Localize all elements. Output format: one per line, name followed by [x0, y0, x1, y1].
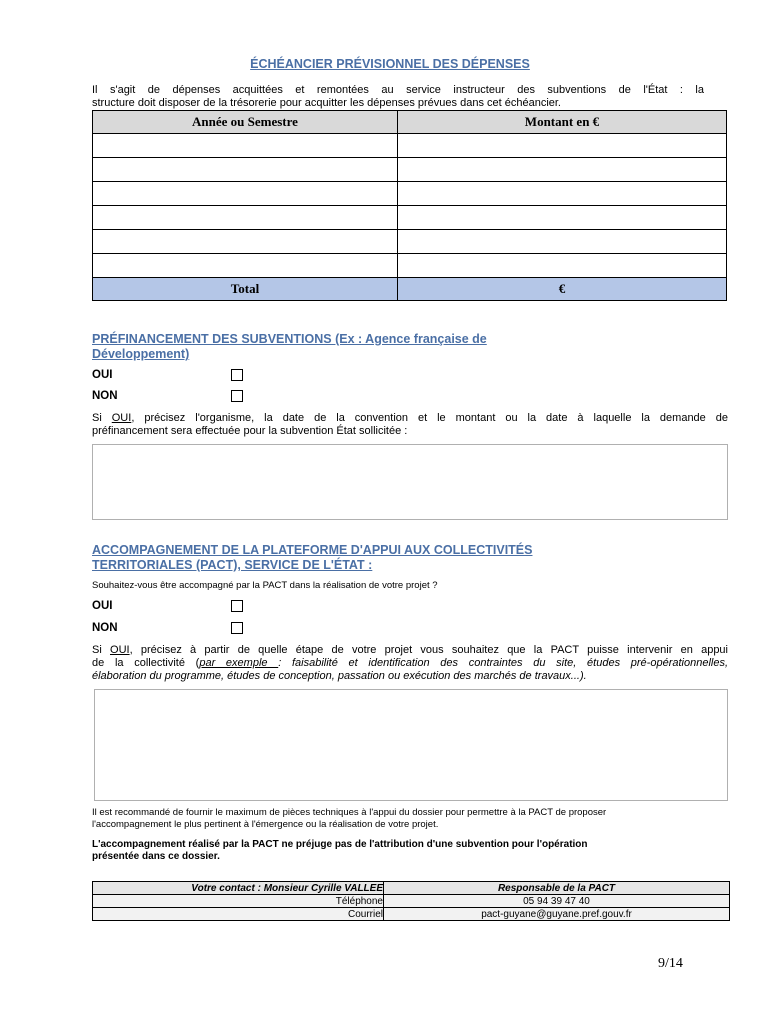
section-title-echeancier: ÉCHÉANCIER PRÉVISIONNEL DES DÉPENSES: [250, 57, 530, 71]
table-row: [93, 182, 727, 206]
disclaimer-text: [92, 839, 732, 863]
echeancier-intro: [92, 84, 704, 110]
intro-line-1: Il s'agit de dépenses acquittées et remontées au service instructeur des subventions de l'État : la: [92, 84, 704, 96]
section-title-prefinancement: [92, 332, 487, 362]
section-title-pact: [92, 543, 532, 573]
instr-start: de la collectivité (: [92, 657, 200, 669]
cell-annee[interactable]: [93, 134, 398, 158]
col-header-annee: Année ou Semestre: [93, 111, 398, 134]
oui-label: OUI: [92, 369, 113, 381]
echeancier-table: [92, 110, 727, 301]
oui-label: OUI: [92, 600, 113, 612]
total-value: €: [398, 278, 727, 301]
oui-checkbox[interactable]: [231, 600, 243, 612]
instr-example: par exemple: [199, 657, 279, 669]
table-row: [93, 134, 727, 158]
section-title-line-2: TERRITORIALES (PACT), SERVICE DE L'ÉTAT :: [92, 558, 373, 572]
instr-prefix: Si: [92, 644, 111, 656]
table-row: [93, 254, 727, 278]
prefinancement-instructions: [92, 412, 728, 438]
non-label: NON: [92, 622, 118, 634]
instr-rest: , précisez à partir de quelle étape de votre projet vous souhaitez que la PACT puisse intervenir en appui: [129, 644, 728, 656]
cell-montant[interactable]: [398, 182, 727, 206]
email-label: Courriel: [93, 908, 384, 921]
non-checkbox[interactable]: [231, 390, 243, 402]
instr-line-2: [92, 657, 728, 670]
pact-textarea[interactable]: [94, 689, 728, 801]
intro-line-2: structure doit disposer de la trésorerie pour acquitter les dépenses prévues dans cet échéancier.: [92, 97, 561, 109]
disclaimer-line-1: L'accompagnement réalisé par la PACT ne préjuge pas de l'attribution d'une subvention pour l'opération: [92, 839, 588, 850]
col-header-montant: Montant en €: [398, 111, 727, 134]
instr-prefix: Si: [92, 412, 112, 424]
phone-label: Téléphone: [93, 895, 384, 908]
cell-annee[interactable]: [93, 206, 398, 230]
non-checkbox[interactable]: [231, 622, 243, 634]
recommendation-text: [92, 807, 732, 831]
cell-montant[interactable]: [398, 134, 727, 158]
cell-montant[interactable]: [398, 158, 727, 182]
contact-header-left: Votre contact : Monsieur Cyrille VALLEE: [93, 882, 384, 895]
instr-rest: : faisabilité et identification des contraintes du site, études pré-opérationnelles,: [278, 657, 729, 669]
oui-checkbox[interactable]: [231, 369, 243, 381]
page-number: 9/14: [658, 956, 683, 971]
table-row: [93, 230, 727, 254]
cell-montant[interactable]: [398, 230, 727, 254]
cell-montant[interactable]: [398, 254, 727, 278]
section-title-line-2: Développement): [92, 347, 190, 361]
instr-line-1: [92, 644, 728, 657]
instr-line-1: [92, 412, 728, 425]
table-row: [93, 158, 727, 182]
section-title-line-1: ACCOMPAGNEMENT DE LA PLATEFORME D'APPUI AUX COLLECTIVITÉS: [92, 543, 533, 557]
email-value[interactable]: pact-guyane@guyane.pref.gouv.fr: [384, 908, 730, 921]
phone-value: 05 94 39 47 40: [384, 895, 730, 908]
instr-oui: OUI: [110, 644, 130, 656]
instr-rest: , précisez l'organisme, la date de la convention et le montant ou la date à laquelle la demande de: [131, 412, 728, 424]
total-label: Total: [93, 278, 398, 301]
pact-instructions: [92, 644, 728, 683]
non-label: NON: [92, 390, 118, 402]
instr-line-3: élaboration du programme, études de conception, passation ou exécution des marchés de travaux...).: [92, 670, 587, 682]
instr-oui: OUI: [111, 412, 132, 424]
cell-annee[interactable]: [93, 182, 398, 206]
disclaimer-line-2: présentée dans ce dossier.: [92, 851, 220, 862]
prefinancement-textarea[interactable]: [92, 444, 728, 520]
cell-annee[interactable]: [93, 158, 398, 182]
contact-header-right: Responsable de la PACT: [384, 882, 730, 895]
cell-montant[interactable]: [398, 206, 727, 230]
cell-annee[interactable]: [93, 254, 398, 278]
instr-line-2: préfinancement sera effectuée pour la subvention État sollicitée :: [92, 425, 408, 437]
table-row: [93, 206, 727, 230]
cell-annee[interactable]: [93, 230, 398, 254]
section-title-line-1: PRÉFINANCEMENT DES SUBVENTIONS (Ex : Agence française de: [92, 332, 487, 346]
pact-question: Souhaitez-vous être accompagné par la PACT dans la réalisation de votre projet ?: [92, 580, 438, 591]
recommend-line-2: l'accompagnement le plus pertinent à l'émergence ou la réalisation de votre projet.: [92, 819, 439, 830]
contact-table: [92, 881, 730, 921]
recommend-line-1: Il est recommandé de fournir le maximum de pièces techniques à l'appui du dossier pour permettre à la PACT de proposer: [92, 807, 607, 818]
